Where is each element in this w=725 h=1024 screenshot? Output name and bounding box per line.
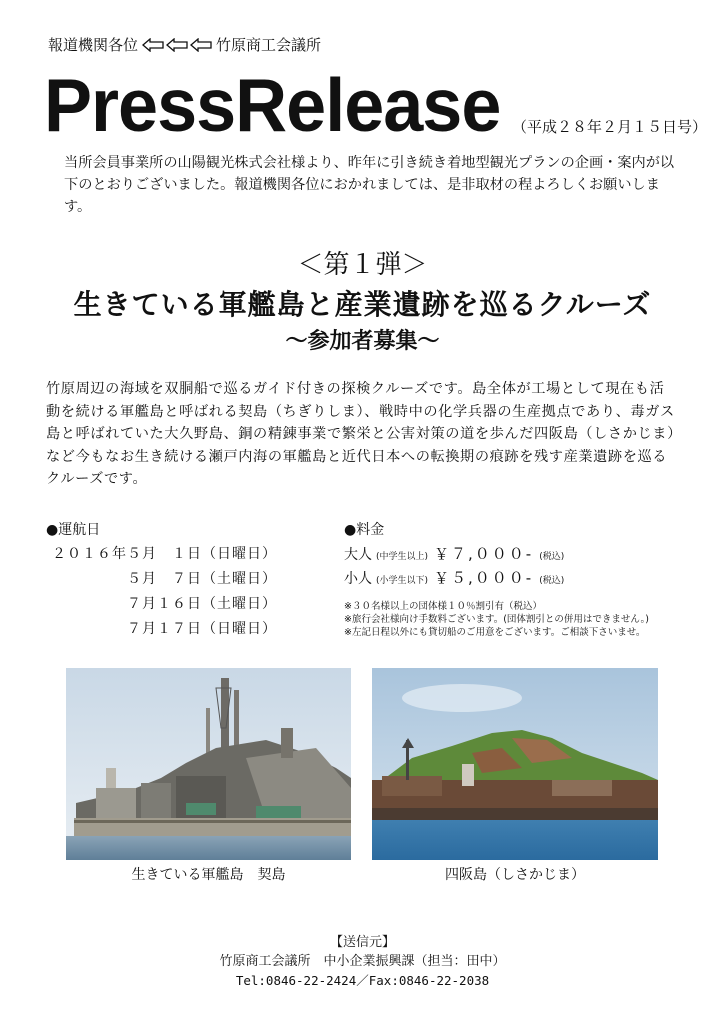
- schedule-list: [52, 542, 277, 642]
- issue-date: （平成２８年２月１５日号）: [512, 118, 708, 136]
- pricing-note: ※３０名様以上の団体様１０％割引有（税込）: [344, 601, 542, 612]
- schedule-date: ２０１６年５月 １日（日曜日）: [52, 546, 277, 562]
- price-note: (中学生以上): [376, 552, 429, 562]
- price-tax: (税込): [539, 576, 565, 586]
- sender-block: [0, 933, 725, 990]
- schedule-date: ７月１７日（日曜日）: [52, 621, 277, 637]
- schedule-date: ７月１６日（土曜日）: [52, 596, 277, 612]
- price-label: 小人: [344, 571, 372, 587]
- schedule-heading: ●運航日: [46, 522, 101, 538]
- sub-title: ～参加者募集～: [285, 328, 440, 354]
- left-arrows-icon: [142, 38, 212, 52]
- chigirishima-photo: [66, 668, 351, 860]
- pricing-list: [344, 542, 564, 590]
- main-title: 生きている軍艦島と産業遺跡を巡るクルーズ: [73, 288, 652, 321]
- price-row-adult: [344, 542, 564, 566]
- price-amount: ￥５,０００-: [434, 569, 534, 587]
- pricing-notes: [344, 600, 649, 639]
- pricing-note: ※左記日程以外にも貸切船のご用意をございます。ご相談下さいませ。: [344, 627, 646, 638]
- sender-heading: 【送信元】: [329, 935, 395, 950]
- recipient-line: [48, 34, 321, 55]
- price-row-child: [344, 566, 564, 590]
- volume-title: ＜第１弾＞: [297, 250, 428, 280]
- intro-paragraph: 当所会員事業所の山陽観光株式会社様より、昨年に引き続き着地型観光プランの企画・案内が以下のとおりございました。報道機関各位におかれましては、是非取材の程よろしくお願いします。: [64, 155, 675, 215]
- sender-org-dept: 竹原商工会議所 中小企業振興課（担当：田中）: [219, 954, 506, 969]
- pricing-heading: ●料金: [344, 522, 385, 538]
- price-note: (小学生以下): [376, 576, 429, 586]
- price-amount: ￥７,０００-: [434, 545, 534, 563]
- photo-caption: 四阪島（しさかじま）: [445, 867, 585, 883]
- sender-org: 竹原商工会議所: [216, 36, 322, 54]
- press-release-heading: PressRelease: [44, 63, 501, 148]
- recipients-label: 報道機関各位: [48, 36, 139, 54]
- price-tax: (税込): [539, 552, 565, 562]
- schedule-date: ５月 ７日（土曜日）: [52, 571, 277, 587]
- price-label: 大人: [344, 547, 372, 563]
- photo-caption: 生きている軍艦島 契島: [131, 867, 286, 883]
- pricing-note: ※旅行会社様向け手数料ございます。(団体割引との併用はできません。): [344, 614, 649, 625]
- description-paragraph: 竹原周辺の海域を双胴船で巡るガイド付きの探検クルーズです。島全体が工場として現在も活動を続ける軍艦島と呼ばれる契島（ちぎりしま）、戦時中の化学兵器の生産拠点であり、毒ガス島と呼ばれていた大久野島、銅の精錬事業で繁栄と公害対策の道を歩んだ四阪島（しさかじま）など今もなお生き続ける瀬戸内海の軍艦島と近代日本への転換期の痕跡を残す産業遺跡を巡るクルーズです。: [46, 381, 675, 487]
- shisakajima-photo: [372, 668, 658, 860]
- sender-contact: Tel:0846-22-2424／Fax:0846-22-2038: [235, 973, 490, 988]
